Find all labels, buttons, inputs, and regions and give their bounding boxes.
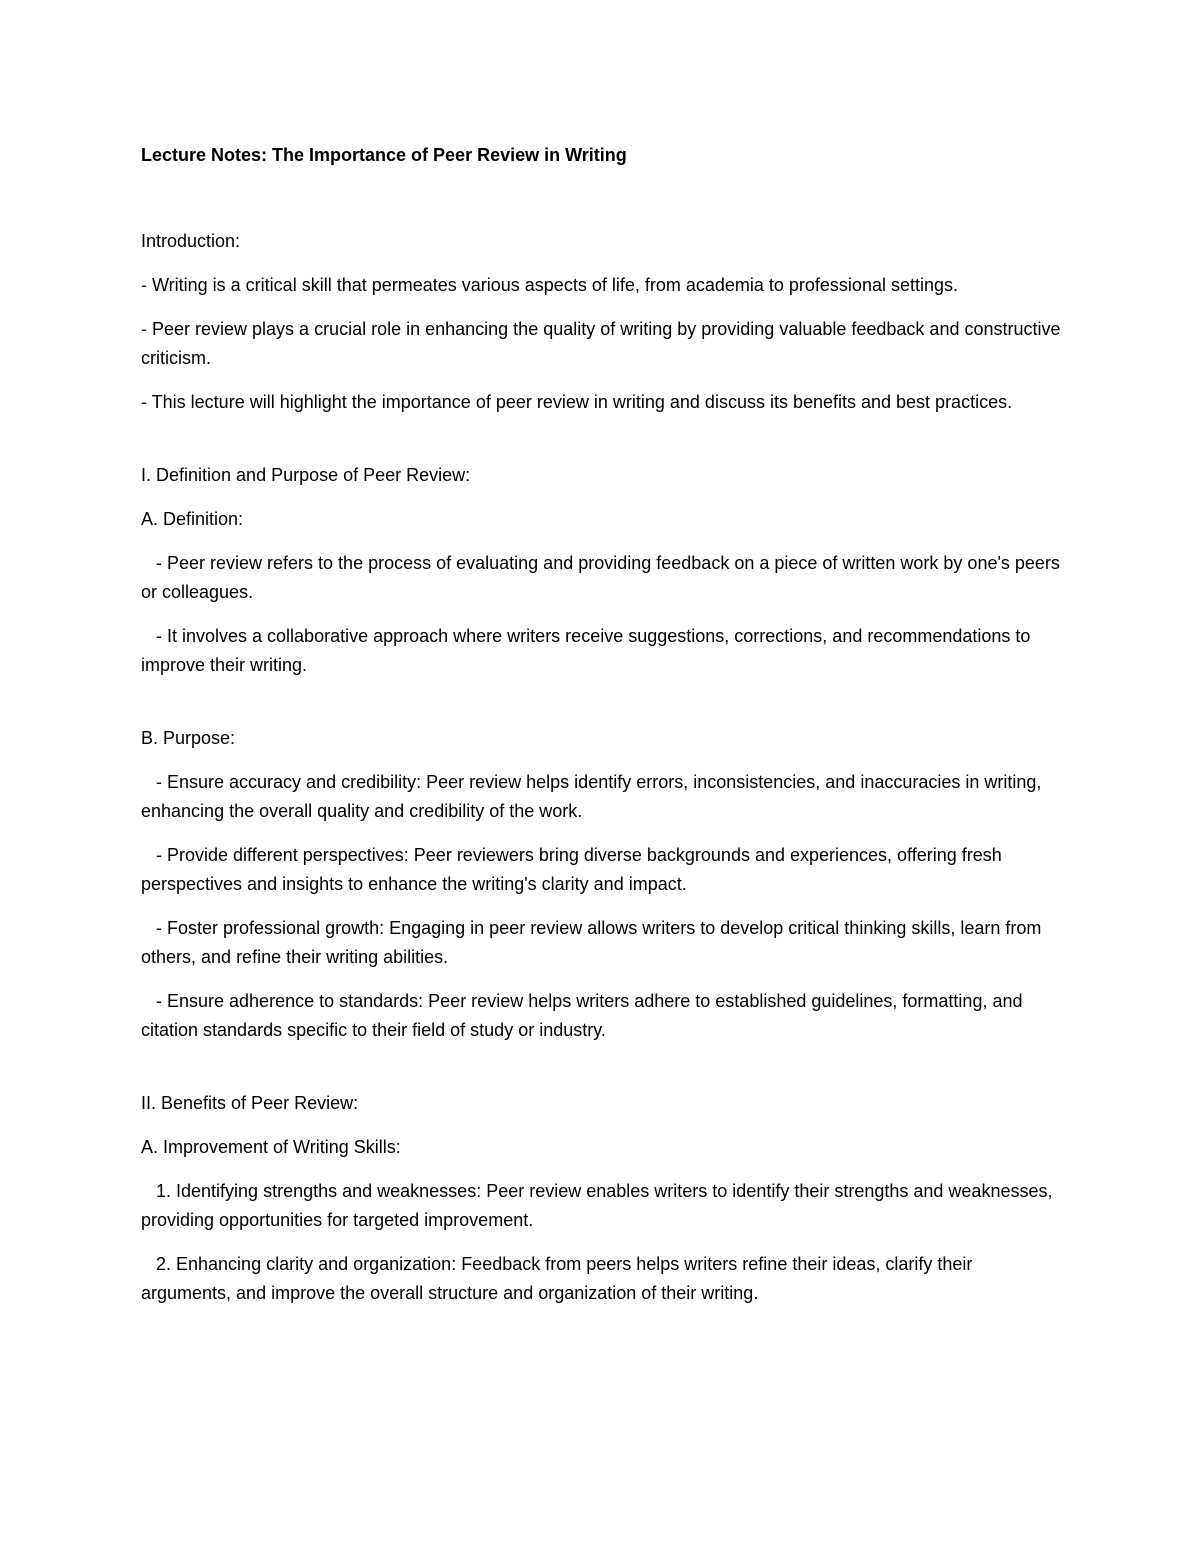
purpose-item: - Provide different perspectives: Peer reviewers bring diverse backgrounds and experiences, offering fresh perspectives and insights to enhance the writing's clarity and impact. (141, 845, 1002, 894)
purpose-item: - Foster professional growth: Engaging in peer review allows writers to develop critical thinking skills, learn from others, and refine their writing abilities. (141, 918, 1042, 967)
document-title: Lecture Notes: The Importance of Peer Review in Writing (141, 145, 627, 165)
section-1a-heading: A. Definition: (141, 509, 244, 529)
definition-item: - Peer review refers to the process of evaluating and providing feedback on a piece of written work by one's peers or colleagues. (141, 553, 1060, 602)
writing-skills-item: 2. Enhancing clarity and organization: Feedback from peers helps writers refine their ideas, clarify their arguments, and improve the overall structure and organization of their writing. (141, 1254, 973, 1303)
purpose-item: - Ensure adherence to standards: Peer review helps writers adhere to established guidelines, formatting, and citation standards specific to their field of study or industry. (141, 991, 1023, 1040)
intro-item: - Peer review plays a crucial role in enhancing the quality of writing by providing valuable feedback and constructive criticism. (141, 319, 1061, 368)
section-2-heading: II. Benefits of Peer Review: (141, 1093, 359, 1113)
definition-item: - It involves a collaborative approach where writers receive suggestions, corrections, and recommendations to improve their writing. (141, 626, 1031, 675)
intro-item: - Writing is a critical skill that permeates various aspects of life, from academia to professional settings. (141, 275, 958, 295)
section-2a-heading: A. Improvement of Writing Skills: (141, 1137, 401, 1157)
section-1-heading: I. Definition and Purpose of Peer Review: (141, 465, 471, 485)
document-body (141, 141, 1061, 1323)
intro-item: - This lecture will highlight the importance of peer review in writing and discuss its benefits and best practices. (141, 392, 1013, 412)
writing-skills-item: 1. Identifying strengths and weaknesses: Peer review enables writers to identify their strengths and weaknesses, providing opportunities for targeted improvement. (141, 1181, 1053, 1230)
purpose-item: - Ensure accuracy and credibility: Peer review helps identify errors, inconsistencies, and inaccuracies in writing, enhancing the overall quality and credibility of the work. (141, 772, 1042, 821)
intro-heading: Introduction: (141, 231, 241, 251)
section-1b-heading: B. Purpose: (141, 728, 236, 748)
